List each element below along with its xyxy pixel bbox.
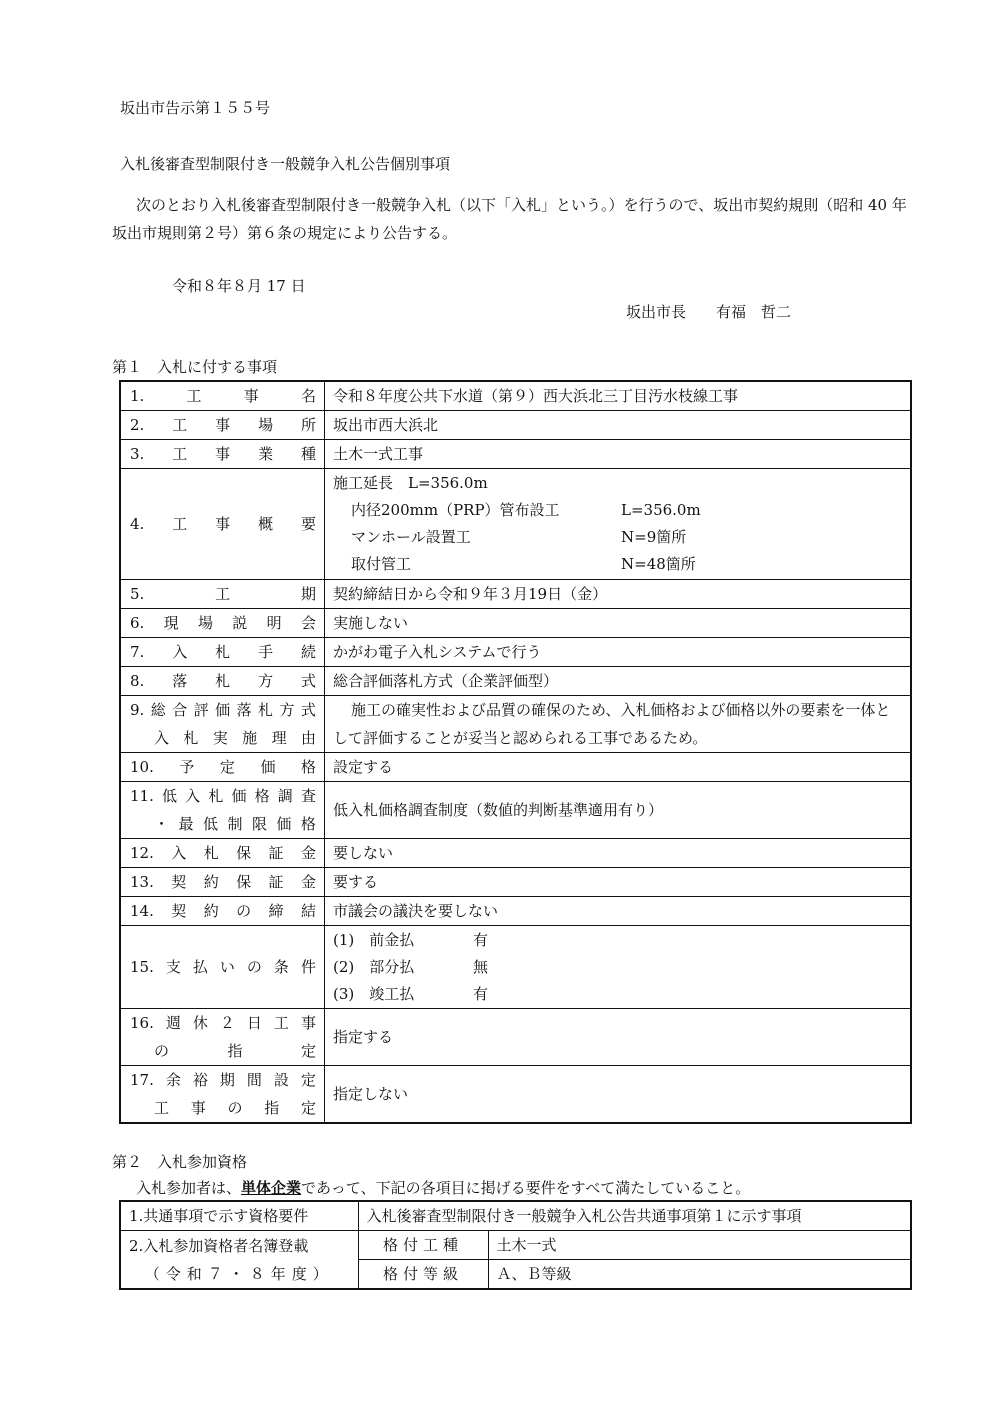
- item-value: [325, 580, 912, 609]
- item-value-text: 要しない: [333, 844, 394, 862]
- label-line: [130, 724, 316, 752]
- label-char: 名: [300, 387, 316, 405]
- label-char: 金: [300, 873, 316, 891]
- value-line: [333, 524, 902, 551]
- table-row: [120, 638, 911, 667]
- label-char: 工: [172, 416, 188, 434]
- label-char: 落: [172, 672, 188, 690]
- label-char: 事: [243, 387, 259, 405]
- label-char: 裕: [192, 1071, 208, 1089]
- label-char: 入: [154, 729, 170, 747]
- label-line: [130, 416, 316, 434]
- label-line: [130, 1094, 316, 1122]
- label-char: 事: [300, 1014, 316, 1032]
- value-line: [333, 927, 902, 954]
- label-char: 限: [251, 815, 267, 833]
- item-value: [325, 839, 912, 868]
- label-char: 条: [273, 958, 289, 976]
- item-value-text: 低入札価格調査制度（数値的判断基準適用有り）: [333, 801, 664, 819]
- label-char: 定: [300, 1099, 316, 1117]
- label-char: 続: [300, 643, 316, 661]
- label-line: [130, 902, 316, 920]
- label-char: 札: [215, 672, 231, 690]
- bidding-items-table: [119, 380, 912, 1124]
- label-char: 定: [300, 1071, 316, 1089]
- label-char: 札: [183, 729, 199, 747]
- value-line-main: 取付管工: [351, 555, 412, 573]
- label-char: 結: [300, 902, 316, 920]
- label-char: 低: [162, 787, 178, 805]
- label-line: [130, 873, 316, 891]
- table-row: [120, 1066, 911, 1124]
- label-number: 6.: [130, 614, 145, 632]
- label-line: [130, 758, 316, 776]
- label-char: 所: [300, 416, 316, 434]
- label-char: 支: [165, 958, 181, 976]
- value-line-detail: 無: [473, 957, 489, 976]
- label-line: [130, 1009, 316, 1037]
- label-char: 理: [271, 729, 287, 747]
- label-char: 工: [215, 585, 231, 603]
- mayor-signature: 坂出市長 有福 哲二: [626, 303, 792, 321]
- table-row: [120, 1201, 911, 1231]
- notice-number: 坂出市告示第１５５号: [120, 99, 271, 117]
- label-char: 工: [172, 445, 188, 463]
- table-row: [120, 580, 911, 609]
- item-value-text: かがわ電子入札システムで行う: [333, 643, 542, 661]
- value-line-detail: L=356.0m: [621, 501, 701, 519]
- label-number: 13.: [130, 873, 154, 891]
- item-value: [325, 411, 912, 440]
- label-number: 15.: [130, 958, 154, 976]
- label-char: 価: [276, 815, 292, 833]
- label-char: 低: [202, 815, 218, 833]
- value-line-detail: N=48箇所: [621, 555, 696, 573]
- label-char: の: [154, 1042, 170, 1060]
- label-line: [130, 515, 316, 533]
- item-label: [120, 580, 325, 609]
- label-line: [130, 445, 316, 463]
- label-char: 価: [231, 787, 247, 805]
- label-number: 7.: [130, 643, 145, 661]
- section2-intro-emphasis: 単体企業: [241, 1179, 302, 1197]
- table-row: [120, 609, 911, 638]
- label-char: 説: [232, 614, 248, 632]
- label-char: 総: [150, 701, 166, 719]
- label-char: 方: [279, 701, 295, 719]
- label-line: [130, 1037, 316, 1065]
- label-number: 17.: [130, 1071, 154, 1089]
- label-number: 14.: [130, 902, 154, 920]
- value-line: [333, 981, 902, 1008]
- label-line: [130, 844, 316, 862]
- item-label: [120, 638, 325, 667]
- label-char: ２: [219, 1014, 235, 1032]
- label-number: 4.: [130, 515, 145, 533]
- label-char: 実: [212, 729, 228, 747]
- label-line: [130, 1066, 316, 1094]
- item-label: [120, 381, 325, 411]
- label-char: 札: [258, 701, 274, 719]
- table-row: [120, 926, 911, 1009]
- label-number: 10.: [130, 758, 154, 776]
- label-char: 制: [227, 815, 243, 833]
- label-char: 払: [192, 958, 208, 976]
- table-row: [120, 667, 911, 696]
- label-char: の: [246, 958, 262, 976]
- label-line: [130, 585, 316, 603]
- label-char: 会: [300, 614, 316, 632]
- qual-label-line1: 2.入札参加資格者名簿登載: [129, 1236, 309, 1255]
- item-label: [120, 897, 325, 926]
- label-number: 8.: [130, 672, 145, 690]
- item-value-text: 令和８年度公共下水道（第９）西大浜北三丁目汚水枝線工事: [333, 387, 739, 405]
- qual-sub-value: 土木一式: [488, 1231, 911, 1260]
- item-label: [120, 609, 325, 638]
- document-title: 入札後審査型制限付き一般競争入札公告個別事項: [120, 155, 451, 173]
- label-char: 格: [254, 787, 270, 805]
- label-char: 事: [215, 416, 231, 434]
- label-line: [130, 387, 316, 405]
- label-char: 工: [186, 387, 202, 405]
- table-row: [120, 753, 911, 782]
- item-value-text: 指定する: [333, 1028, 394, 1046]
- item-value-text: 坂出市西大浜北: [333, 416, 439, 434]
- label-char: 約: [203, 873, 219, 891]
- item-value: [325, 753, 912, 782]
- notice-date: 令和８年８月 17 日: [172, 277, 306, 295]
- label-char: 定: [300, 1042, 316, 1060]
- qual-label: [120, 1231, 358, 1290]
- table-row: [120, 897, 911, 926]
- item-label: [120, 667, 325, 696]
- label-number: 9.: [130, 701, 145, 719]
- label-char: 指: [264, 1099, 280, 1117]
- label-char: 式: [300, 672, 316, 690]
- item-value-text: 実施しない: [333, 614, 409, 632]
- label-char: 間: [246, 1071, 262, 1089]
- label-char: 契: [171, 873, 187, 891]
- section2-intro-post: であって、下記の各項目に掲げる要件をすべて満たしていること。: [301, 1179, 751, 1197]
- item-value-text: 指定しない: [333, 1085, 409, 1103]
- item-value: [325, 868, 912, 897]
- item-value: [325, 609, 912, 638]
- label-char: 設: [273, 1071, 289, 1089]
- item-value-text: 市議会の議決を要しない: [333, 902, 499, 920]
- value-line-main: 内径200mm（PRP）管布設工: [351, 501, 560, 519]
- label-char: 指: [227, 1042, 243, 1060]
- label-char: 落: [236, 701, 252, 719]
- label-char: 業: [258, 445, 274, 463]
- label-number: 1.: [130, 387, 145, 405]
- label-char: 件: [300, 958, 316, 976]
- label-line: [130, 643, 316, 661]
- label-char: 予: [179, 758, 195, 776]
- label-char: 場: [258, 416, 274, 434]
- label-char: 契: [171, 902, 187, 920]
- section2-intro-pre: 入札参加者は、: [136, 1179, 242, 1197]
- label-char: 工: [154, 1099, 170, 1117]
- item-value-text: 土木一式工事: [333, 445, 424, 463]
- item-label: [120, 868, 325, 897]
- item-value: [325, 782, 912, 839]
- label-char: 方: [258, 672, 274, 690]
- label-char: 証: [268, 844, 284, 862]
- item-value: [325, 897, 912, 926]
- label-char: 手: [258, 643, 274, 661]
- item-value: [325, 926, 912, 1009]
- qual-sub-label: 格付工種: [358, 1231, 488, 1260]
- item-label: [120, 696, 325, 753]
- label-char: 評: [193, 701, 209, 719]
- item-value: [325, 469, 912, 580]
- item-label: [120, 440, 325, 469]
- label-char: 札: [208, 787, 224, 805]
- qual-sub-value: Ａ、Ｂ等級: [488, 1260, 911, 1290]
- label-char: ・: [154, 815, 170, 833]
- label-char: 入: [172, 643, 188, 661]
- label-char: 入: [171, 844, 187, 862]
- item-value: [325, 381, 912, 411]
- item-label: [120, 1066, 325, 1124]
- item-label: [120, 926, 325, 1009]
- label-char: 約: [203, 902, 219, 920]
- value-line-main: (3) 竣工払: [333, 984, 415, 1003]
- item-label: [120, 839, 325, 868]
- label-char: 要: [300, 515, 316, 533]
- table-row: [120, 696, 911, 753]
- label-char: の: [227, 1099, 243, 1117]
- item-value: [325, 1066, 912, 1124]
- label-char: 種: [300, 445, 316, 463]
- label-char: 由: [300, 729, 316, 747]
- section2-intro: [136, 1179, 750, 1197]
- label-char: 事: [215, 445, 231, 463]
- label-char: い: [219, 958, 235, 976]
- value-line: [333, 551, 902, 578]
- table-row: [120, 1009, 911, 1066]
- label-number: 12.: [130, 844, 154, 862]
- section2-heading: 第２ 入札参加資格: [112, 1153, 248, 1171]
- item-value-lines: [333, 927, 902, 1008]
- label-char: 締: [268, 902, 284, 920]
- item-value-text: 総合評価落札方式（企業評価型）: [333, 672, 559, 690]
- label-char: 保: [236, 873, 252, 891]
- label-char: 価: [260, 758, 276, 776]
- item-label: [120, 411, 325, 440]
- label-char: の: [236, 902, 252, 920]
- label-line: [130, 810, 316, 838]
- table-row: [120, 411, 911, 440]
- label-char: 現: [163, 614, 179, 632]
- label-number: 11.: [130, 787, 154, 805]
- label-line: [130, 958, 316, 976]
- label-char: 定: [219, 758, 235, 776]
- table-row: [120, 469, 911, 580]
- item-label: [120, 753, 325, 782]
- label-char: 工: [273, 1014, 289, 1032]
- label-char: 札: [215, 643, 231, 661]
- label-char: 札: [203, 844, 219, 862]
- table-row: [120, 868, 911, 897]
- label-char: 事: [215, 515, 231, 533]
- label-line: [130, 614, 316, 632]
- item-value: [325, 1009, 912, 1066]
- label-char: 証: [268, 873, 284, 891]
- item-value-text: 設定する: [333, 758, 394, 776]
- value-line: [333, 470, 902, 497]
- qualification-table: [119, 1200, 912, 1290]
- label-line: [130, 782, 316, 810]
- label-char: 期: [219, 1071, 235, 1089]
- label-char: 工: [172, 515, 188, 533]
- value-line-detail: 有: [473, 984, 489, 1003]
- label-char: 価: [215, 701, 231, 719]
- label-char: 休: [192, 1014, 208, 1032]
- item-value: [325, 638, 912, 667]
- label-number: 16.: [130, 1014, 154, 1032]
- intro-paragraph: 次のとおり入札後審査型制限付き一般競争入札（以下「入札」という。）を行うので、坂出市契約規則（昭和 40 年坂出市規則第２号）第６条の規定により公告する。: [112, 196, 907, 242]
- table-row: [120, 381, 911, 411]
- item-value-text: 契約締結日から令和９年３月19日（金）: [333, 585, 608, 603]
- item-label: [120, 1009, 325, 1066]
- section1-heading: 第１ 入札に付する事項: [112, 358, 278, 376]
- item-value: [325, 696, 912, 753]
- label-char: 日: [246, 1014, 262, 1032]
- qual-label-line2: （令和７・８年度）: [144, 1264, 334, 1283]
- label-number: 5.: [130, 585, 145, 603]
- label-char: 格: [300, 758, 316, 776]
- value-line: [333, 497, 902, 524]
- label-number: 3.: [130, 445, 145, 463]
- label-char: 施: [242, 729, 258, 747]
- label-char: 査: [300, 787, 316, 805]
- label-char: 格: [300, 815, 316, 833]
- value-line-detail: N=9箇所: [621, 528, 687, 546]
- qual-label: 1.共通事項で示す資格要件: [120, 1201, 358, 1231]
- item-label: [120, 469, 325, 580]
- item-value-lines: [333, 470, 902, 578]
- label-number: 2.: [130, 416, 145, 434]
- label-char: 調: [277, 787, 293, 805]
- value-line-main: (2) 部分払: [333, 957, 415, 976]
- qual-sub-label: 格付等級: [358, 1260, 488, 1290]
- label-char: 概: [258, 515, 274, 533]
- value-line: [333, 954, 902, 981]
- label-char: 金: [300, 844, 316, 862]
- value-line-main: 施工延長 L=356.0m: [333, 474, 488, 492]
- value-line-main: (1) 前金払: [333, 930, 415, 949]
- table-row: [120, 1231, 911, 1260]
- label-char: 式: [300, 701, 316, 719]
- label-char: 明: [266, 614, 282, 632]
- label-char: 最: [178, 815, 194, 833]
- table-row: [120, 440, 911, 469]
- item-value-text: 施工の確実性および品質の確保のため、入札価格および価格以外の要素を一体として評価することが妥当と認められる工事であるため。: [333, 701, 891, 747]
- label-char: 入: [185, 787, 201, 805]
- label-char: 期: [300, 585, 316, 603]
- item-label: [120, 782, 325, 839]
- label-char: 合: [172, 701, 188, 719]
- item-value-text: 要する: [333, 873, 379, 891]
- label-char: 事: [190, 1099, 206, 1117]
- item-value: [325, 667, 912, 696]
- item-value: [325, 440, 912, 469]
- label-char: 週: [165, 1014, 181, 1032]
- label-char: 場: [197, 614, 213, 632]
- label-char: 余: [165, 1071, 181, 1089]
- label-char: 保: [236, 844, 252, 862]
- value-line-main: マンホール設置工: [351, 528, 471, 546]
- table-row: [120, 782, 911, 839]
- label-line: [130, 696, 316, 724]
- qual-value: 入札後審査型制限付き一般競争入札公告共通事項第１に示す事項: [358, 1201, 911, 1231]
- value-line-detail: 有: [473, 930, 489, 949]
- table-row: [120, 839, 911, 868]
- label-line: [130, 672, 316, 690]
